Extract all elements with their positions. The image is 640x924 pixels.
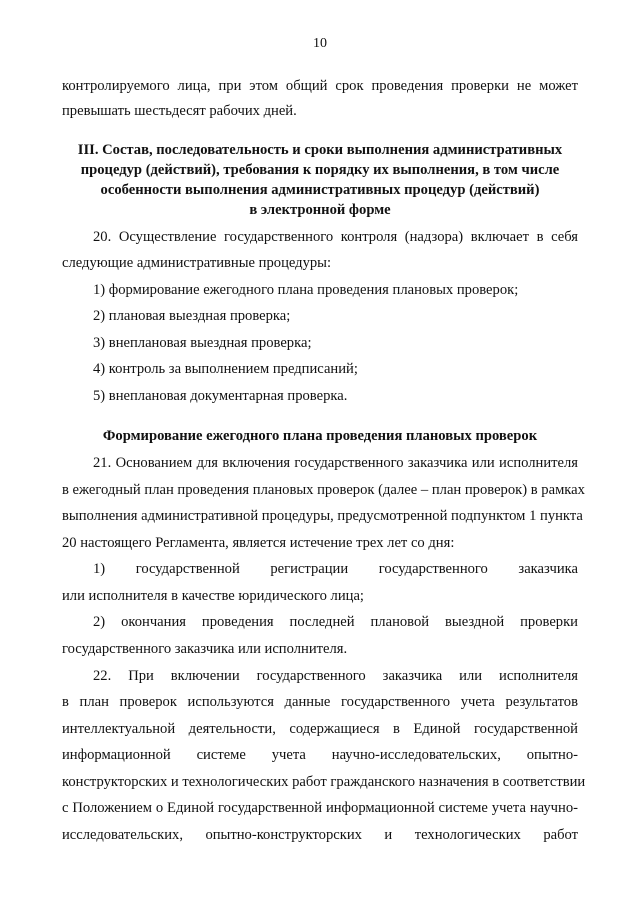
text-line: интеллектуальной деятельности, содержащиеся в Единой государственной	[62, 721, 578, 737]
text-line: 21. Основанием для включения государственного заказчика или исполнителя	[93, 455, 578, 471]
text-line: 20 настоящего Регламента, является истечение трех лет со дня:	[62, 535, 455, 551]
text-line: 22. При включении государственного заказчика или исполнителя	[93, 668, 578, 684]
text-line: информационной системе учета научно-исследовательских, опытно-	[62, 747, 578, 763]
text-line: контролируемого лица, при этом общий срок проведения проверки не может	[62, 78, 578, 94]
text-line: в ежегодный план проведения плановых проверок (далее – план проверок) в рамках	[62, 482, 585, 498]
text-line: следующие административные процедуры:	[62, 255, 332, 271]
text-line: государственного заказчика или исполнителя.	[62, 641, 348, 657]
subsection-heading: Формирование ежегодного плана проведения плановых проверок	[102, 428, 538, 444]
text-line: конструкторских и технологических работ гражданского назначения в соответствии	[62, 774, 586, 790]
list-item: 3) внеплановая выездная проверка;	[93, 335, 312, 351]
section-heading: в электронной форме	[249, 202, 391, 218]
list-item: 1) формирование ежегодного плана проведения плановых проверок;	[93, 282, 519, 298]
list-item: 4) контроль за выполнением предписаний;	[93, 361, 358, 377]
text-line: или исполнителя в качестве юридического лица;	[62, 588, 364, 604]
text-line: с Положением о Единой государственной информационной системе учета научно-	[62, 800, 578, 816]
text-line: 1) государственной регистрации государственного заказчика	[93, 561, 578, 577]
section-heading: особенности выполнения административных процедур (действий)	[100, 182, 540, 198]
text-line: исследовательских, опытно-конструкторских и технологических работ	[62, 827, 578, 843]
text-line: 2) окончания проведения последней плановой выездной проверки	[93, 614, 578, 630]
text-line: в план проверок используются данные государственного учета результатов	[62, 694, 578, 710]
text-line: 20. Осуществление государственного контроля (надзора) включает в себя	[93, 229, 578, 245]
list-item: 2) плановая выездная проверка;	[93, 308, 291, 324]
section-heading: процедур (действий), требования к порядку их выполнения, в том числе	[80, 162, 560, 178]
text-line: выполнения административной процедуры, предусмотренной подпунктом 1 пункта	[62, 508, 583, 524]
list-item: 5) внеплановая документарная проверка.	[93, 388, 348, 404]
section-heading: III. Состав, последовательность и сроки выполнения административных	[77, 142, 563, 158]
page-number: 10	[313, 36, 327, 51]
text-line: превышать шестьдесят рабочих дней.	[62, 103, 297, 119]
